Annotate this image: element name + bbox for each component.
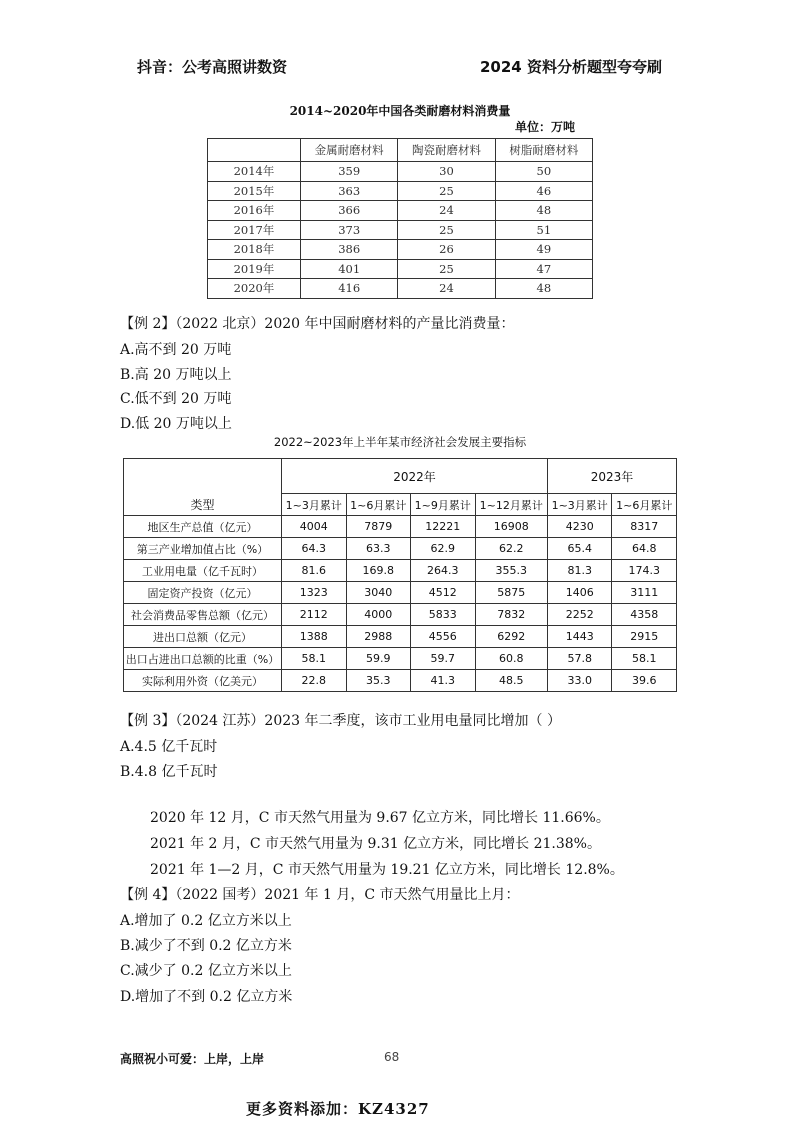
table2-value-cell: 1388 xyxy=(282,626,347,648)
table2-row xyxy=(124,648,677,670)
table2-value-cell: 39.6 xyxy=(612,670,677,692)
table2-value-cell: 169.8 xyxy=(346,560,411,582)
table2-value-cell: 81.6 xyxy=(282,560,347,582)
table2-value-cell: 3111 xyxy=(612,582,677,604)
table1-year-cell: 2016年 xyxy=(208,201,301,221)
question-2-option: B.高 20 万吨以上 xyxy=(120,367,232,383)
header-left: 抖音：公考高照讲数资 xyxy=(137,58,288,76)
table1-value-cell: 50 xyxy=(495,162,592,182)
table2-value-cell: 62.9 xyxy=(411,538,476,560)
table2-value-cell: 6292 xyxy=(475,626,547,648)
table2-indicator-cell: 出口占进出口总额的比重（%） xyxy=(124,648,282,670)
table2-year-2022: 2022年 xyxy=(282,459,548,494)
table1-year-cell: 2015年 xyxy=(208,181,301,201)
table1-row xyxy=(208,220,593,240)
table2-value-cell: 3040 xyxy=(346,582,411,604)
table2-value-cell: 35.3 xyxy=(346,670,411,692)
table2-value-cell: 59.7 xyxy=(411,648,476,670)
table1-unit: 单位：万吨 xyxy=(515,120,576,134)
table1-value-cell: 25 xyxy=(398,259,495,279)
table2-value-cell: 4000 xyxy=(346,604,411,626)
table2-value-cell: 59.9 xyxy=(346,648,411,670)
table1-row xyxy=(208,201,593,221)
table1-year-cell: 2018年 xyxy=(208,240,301,260)
question-2-option: A.高不到 20 万吨 xyxy=(120,342,232,358)
table2-title: 2022~2023年上半年某市经济社会发展主要指标 xyxy=(273,435,527,449)
table2-indicator-cell: 工业用电量（亿千瓦时） xyxy=(124,560,282,582)
table1-value-cell: 30 xyxy=(398,162,495,182)
table1-year-cell: 2017年 xyxy=(208,220,301,240)
table1-value-cell: 49 xyxy=(495,240,592,260)
table1-header-cell: 陶瓷耐磨材料 xyxy=(398,139,495,162)
table1-year-cell: 2014年 xyxy=(208,162,301,182)
table1-value-cell: 51 xyxy=(495,220,592,240)
table2-value-cell: 62.2 xyxy=(475,538,547,560)
table2-value-cell: 2112 xyxy=(282,604,347,626)
table1-value-cell: 25 xyxy=(398,220,495,240)
table1-row xyxy=(208,279,593,299)
table2-row xyxy=(124,516,677,538)
table2-value-cell: 4004 xyxy=(282,516,347,538)
table2-value-cell: 1323 xyxy=(282,582,347,604)
table2-indicator-cell: 固定资产投资（亿元） xyxy=(124,582,282,604)
table2-value-cell: 1406 xyxy=(547,582,612,604)
table2 xyxy=(123,458,677,692)
table2-value-cell: 63.3 xyxy=(346,538,411,560)
table2-value-cell: 12221 xyxy=(411,516,476,538)
table1-row xyxy=(208,181,593,201)
table2-period-cell: 1~3月累计 xyxy=(547,494,612,516)
question-4-option: B.减少了不到 0.2 亿立方米 xyxy=(120,938,292,954)
table1-value-cell: 366 xyxy=(301,201,398,221)
table2-row xyxy=(124,626,677,648)
table1-row xyxy=(208,162,593,182)
footer-bottom: 更多资料添加：KZ4327 xyxy=(246,1100,430,1118)
table2-value-cell: 1443 xyxy=(547,626,612,648)
question-2-option: C.低不到 20 万吨 xyxy=(120,391,232,407)
table2-value-cell: 4556 xyxy=(411,626,476,648)
table1-value-cell: 24 xyxy=(398,279,495,299)
question-4-option: A.增加了 0.2 亿立方米以上 xyxy=(120,913,292,929)
table2-value-cell: 58.1 xyxy=(612,648,677,670)
table1 xyxy=(207,138,593,299)
table2-value-cell: 4230 xyxy=(547,516,612,538)
table1-value-cell: 373 xyxy=(301,220,398,240)
table2-value-cell: 2252 xyxy=(547,604,612,626)
table2-value-cell: 64.8 xyxy=(612,538,677,560)
table1-value-cell: 416 xyxy=(301,279,398,299)
table2-value-cell: 4512 xyxy=(411,582,476,604)
table1-value-cell: 48 xyxy=(495,279,592,299)
table2-type-label: 类型 xyxy=(124,459,282,516)
table1-year-cell: 2019年 xyxy=(208,259,301,279)
question-3-stem: 【例 3】（2024 江苏）2023 年二季度，该市工业用电量同比增加（ ） xyxy=(120,713,561,729)
question-4-option: D.增加了不到 0.2 亿立方米 xyxy=(120,989,293,1005)
table2-indicator-cell: 地区生产总值（亿元） xyxy=(124,516,282,538)
table2-value-cell: 22.8 xyxy=(282,670,347,692)
table2-row xyxy=(124,604,677,626)
table2-value-cell: 33.0 xyxy=(547,670,612,692)
table2-row xyxy=(124,560,677,582)
footer-left: 高照祝小可爱：上岸，上岸 xyxy=(120,1052,265,1066)
passage-line: 2021 年 1—2 月，C 市天然气用量为 19.21 亿立方米，同比增长 12.8%。 xyxy=(150,862,624,878)
table1-header-cell xyxy=(208,139,301,162)
question-2-option: D.低 20 万吨以上 xyxy=(120,416,232,432)
table2-year-row xyxy=(124,459,677,494)
table1-row xyxy=(208,240,593,260)
table2-value-cell: 7832 xyxy=(475,604,547,626)
table2-indicator-cell: 第三产业增加值占比（%） xyxy=(124,538,282,560)
table2-value-cell: 264.3 xyxy=(411,560,476,582)
table1-value-cell: 386 xyxy=(301,240,398,260)
table2-value-cell: 58.1 xyxy=(282,648,347,670)
table2-row xyxy=(124,582,677,604)
table2-value-cell: 8317 xyxy=(612,516,677,538)
table2-value-cell: 60.8 xyxy=(475,648,547,670)
table1-row xyxy=(208,259,593,279)
question-3-option: B.4.8 亿千瓦时 xyxy=(120,764,218,780)
question-4-option: C.减少了 0.2 亿立方米以上 xyxy=(120,963,292,979)
table2-row xyxy=(124,670,677,692)
table1-value-cell: 46 xyxy=(495,181,592,201)
table1-value-cell: 26 xyxy=(398,240,495,260)
table1-value-cell: 48 xyxy=(495,201,592,221)
table1-header-row xyxy=(208,139,593,162)
table2-period-cell: 1~9月累计 xyxy=(411,494,476,516)
passage-line: 2021 年 2 月，C 市天然气用量为 9.31 亿立方米，同比增长 21.38%。 xyxy=(150,836,601,852)
table2-value-cell: 81.3 xyxy=(547,560,612,582)
table1-value-cell: 359 xyxy=(301,162,398,182)
table2-period-cell: 1~3月累计 xyxy=(282,494,347,516)
table2-period-cell: 1~6月累计 xyxy=(612,494,677,516)
table2-year-2023: 2023年 xyxy=(547,459,676,494)
table2-value-cell: 2988 xyxy=(346,626,411,648)
question-4-stem: 【例 4】（2022 国考）2021 年 1 月，C 市天然气用量比上月： xyxy=(120,887,520,903)
table2-value-cell: 7879 xyxy=(346,516,411,538)
table2-value-cell: 355.3 xyxy=(475,560,547,582)
question-2-stem: 【例 2】（2022 北京）2020 年中国耐磨材料的产量比消费量： xyxy=(120,316,515,332)
table2-indicator-cell: 进出口总额（亿元） xyxy=(124,626,282,648)
table1-value-cell: 363 xyxy=(301,181,398,201)
table2-value-cell: 5833 xyxy=(411,604,476,626)
table2-value-cell: 41.3 xyxy=(411,670,476,692)
passage-line: 2020 年 12 月，C 市天然气用量为 9.67 亿立方米，同比增长 11.66%。 xyxy=(150,810,610,826)
table1-value-cell: 47 xyxy=(495,259,592,279)
table1-title: 2014~2020年中国各类耐磨材料消费量 xyxy=(289,104,511,118)
table1-header-cell: 金属耐磨材料 xyxy=(301,139,398,162)
table1-value-cell: 25 xyxy=(398,181,495,201)
table2-row xyxy=(124,538,677,560)
table1-value-cell: 24 xyxy=(398,201,495,221)
table1-header-cell: 树脂耐磨材料 xyxy=(495,139,592,162)
page-number: 68 xyxy=(384,1050,400,1064)
table2-value-cell: 65.4 xyxy=(547,538,612,560)
question-3-option: A.4.5 亿千瓦时 xyxy=(120,739,218,755)
table2-value-cell: 174.3 xyxy=(612,560,677,582)
table2-value-cell: 2915 xyxy=(612,626,677,648)
table2-indicator-cell: 社会消费品零售总额（亿元） xyxy=(124,604,282,626)
table2-value-cell: 57.8 xyxy=(547,648,612,670)
table1-value-cell: 401 xyxy=(301,259,398,279)
table1-year-cell: 2020年 xyxy=(208,279,301,299)
header-right: 2024 资料分析题型夸夸刷 xyxy=(480,58,662,76)
table2-value-cell: 16908 xyxy=(475,516,547,538)
table2-value-cell: 48.5 xyxy=(475,670,547,692)
table2-value-cell: 5875 xyxy=(475,582,547,604)
table2-period-cell: 1~6月累计 xyxy=(346,494,411,516)
table2-indicator-cell: 实际利用外资（亿美元） xyxy=(124,670,282,692)
table2-period-cell: 1~12月累计 xyxy=(475,494,547,516)
table2-value-cell: 64.3 xyxy=(282,538,347,560)
table2-value-cell: 4358 xyxy=(612,604,677,626)
